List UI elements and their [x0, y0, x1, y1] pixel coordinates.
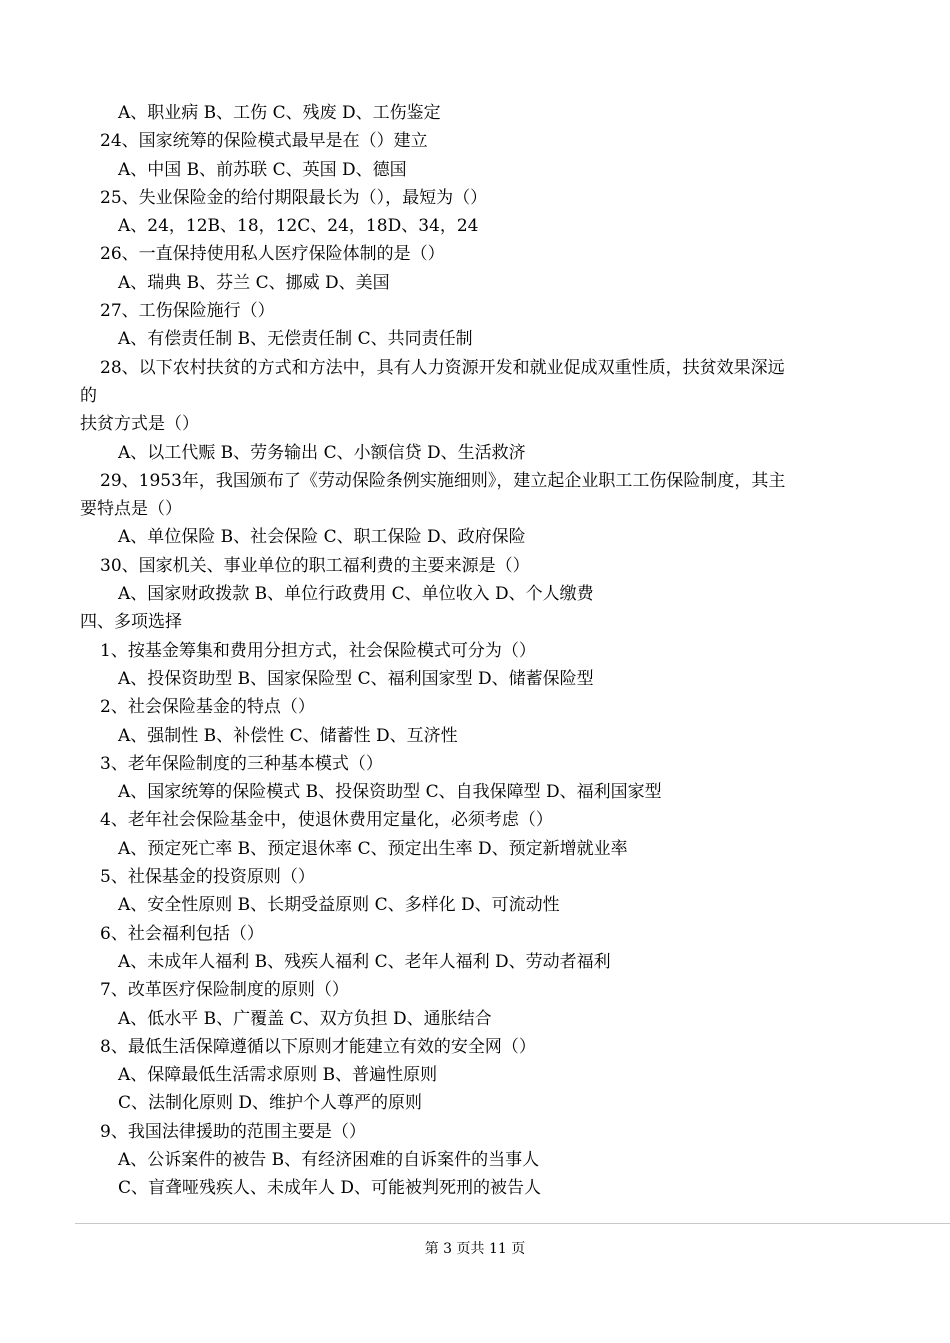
answer-options-line: C、法制化原则 D、维护个人尊严的原则	[118, 1093, 423, 1114]
footer-divider	[75, 1223, 950, 1224]
question-text-line: 3、老年保险制度的三种基本模式（）	[100, 753, 383, 774]
question-text-line: 24、国家统筹的保险模式最早是在（）建立	[100, 131, 428, 152]
question-text-line: 7、改革医疗保险制度的原则（）	[100, 980, 349, 1001]
answer-options-line: A、有偿责任制 B、无偿责任制 C、共同责任制	[118, 329, 473, 350]
answer-options-line: A、瑞典 B、芬兰 C、挪威 D、美国	[118, 272, 390, 293]
answer-options-line: A、公诉案件的被告 B、有经济困难的自诉案件的当事人	[118, 1149, 540, 1170]
answer-options-line: A、保障最低生活需求原则 B、普遍性原则	[118, 1065, 438, 1086]
question-text-line: 的	[80, 385, 97, 406]
question-text-line: 1、按基金筹集和费用分担方式，社会保险模式可分为（）	[100, 640, 536, 661]
page-footer: 第 3 页共 11 页	[424, 1241, 526, 1257]
question-text-line: 25、失业保险金的给付期限最长为（），最短为（）	[100, 187, 488, 208]
question-text-line: 27、工伤保险施行（）	[100, 301, 275, 322]
question-text-line: 5、社保基金的投资原则（）	[100, 867, 315, 888]
answer-options-line: A、强制性 B、补偿性 C、储蓄性 D、互济性	[118, 725, 458, 746]
answer-options-line: C、盲聋哑残疾人、未成年人 D、可能被判死刑的被告人	[118, 1178, 542, 1199]
question-text-line: 2、社会保险基金的特点（）	[100, 697, 315, 718]
answer-options-line: A、职业病 B、工伤 C、残废 D、工伤鉴定	[118, 103, 441, 123]
question-text-line: 30、国家机关、事业单位的职工福利费的主要来源是（）	[100, 555, 530, 576]
answer-options-line: A、以工代赈 B、劳务输出 C、小额信贷 D、生活救济	[118, 442, 526, 463]
answer-options-line: A、未成年人福利 B、残疾人福利 C、老年人福利 D、劳动者福利	[118, 951, 611, 972]
answer-options-line: A、预定死亡率 B、预定退休率 C、预定出生率 D、预定新增就业率	[118, 838, 628, 859]
question-text-line: 扶贫方式是（）	[80, 414, 199, 435]
question-text-line: 4、老年社会保险基金中，使退休费用定量化，必须考虑（）	[100, 810, 553, 831]
question-text-line: 6、社会福利包括（）	[100, 923, 264, 944]
question-text-line: 要特点是（）	[80, 499, 182, 520]
answer-options-line: A、国家统筹的保险模式 B、投保资助型 C、自我保障型 D、福利国家型	[118, 782, 662, 803]
question-text-line: 28、以下农村扶贫的方式和方法中，具有人力资源开发和就业促成双重性质，扶贫效果深远	[100, 357, 785, 378]
question-text-line: 9、我国法律援助的范围主要是（）	[100, 1121, 366, 1142]
answer-options-line: A、24，12B、18，12C、24，18D、34，24	[118, 216, 479, 237]
question-text-line: 8、最低生活保障遵循以下原则才能建立有效的安全网（）	[100, 1036, 536, 1057]
question-text-line: 29、1953年，我国颁布了《劳动保险条例实施细则》，建立起企业职工工伤保险制度，其主	[100, 470, 786, 491]
question-text-line: 四、多项选择	[80, 612, 182, 633]
answer-options-line: A、中国 B、前苏联 C、英国 D、德国	[118, 159, 407, 180]
document-body	[80, 99, 880, 1203]
answer-options-line: A、国家财政拨款 B、单位行政费用 C、单位收入 D、个人缴费	[118, 584, 594, 605]
answer-options-line: A、单位保险 B、社会保险 C、职工保险 D、政府保险	[118, 527, 526, 548]
answer-options-line: A、投保资助型 B、国家保险型 C、福利国家型 D、储蓄保险型	[118, 668, 594, 689]
question-text-line: 26、一直保持使用私人医疗保险体制的是（）	[100, 244, 445, 265]
answer-options-line: A、安全性原则 B、长期受益原则 C、多样化 D、可流动性	[118, 895, 560, 916]
answer-options-line: A、低水平 B、广覆盖 C、双方负担 D、通胀结合	[118, 1008, 492, 1029]
